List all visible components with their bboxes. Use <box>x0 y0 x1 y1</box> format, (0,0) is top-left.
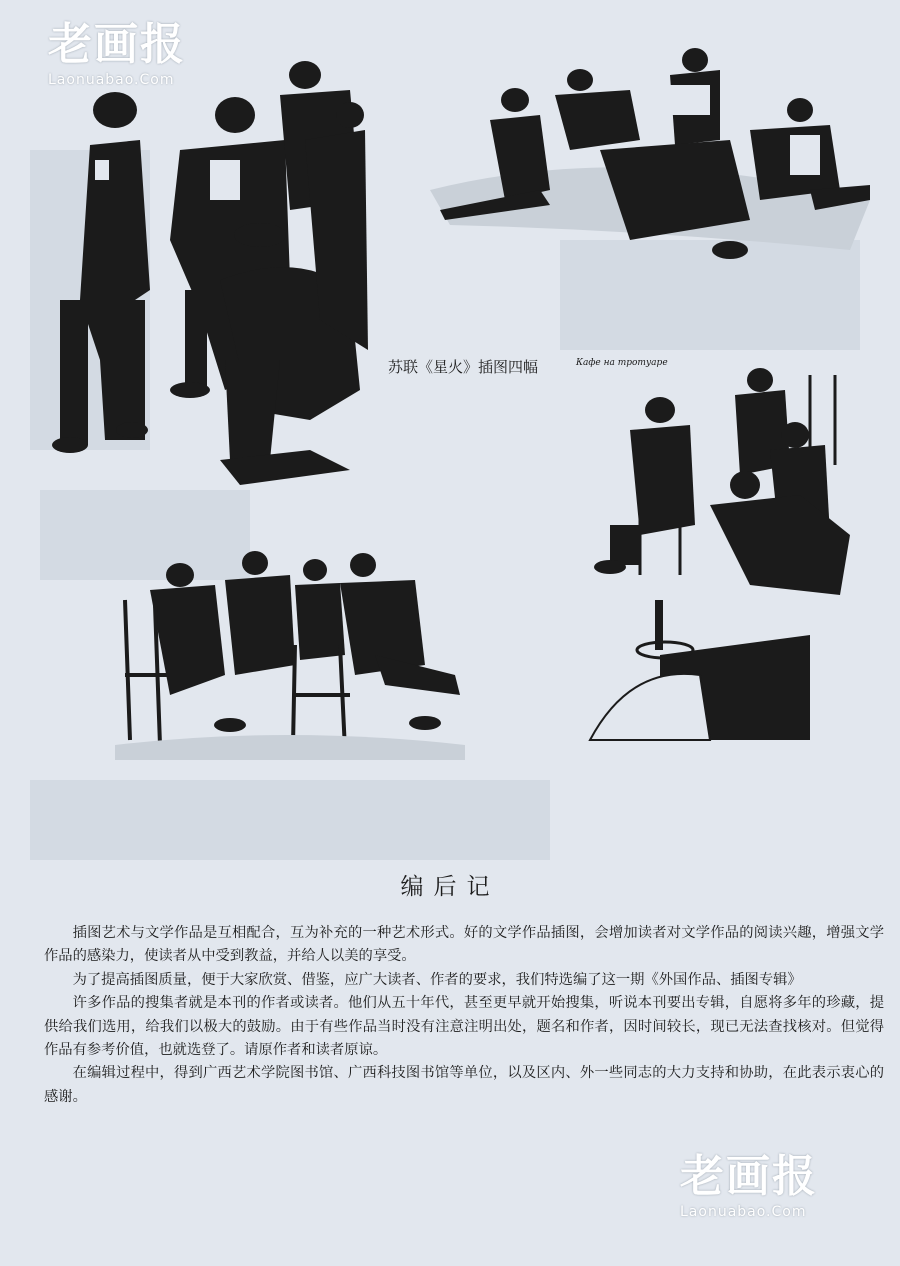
afterword-paragraph: 为了提高插图质量，便于大家欣赏、借鉴，应广大读者、作者的要求，我们特选编了这一期《外国作品、插图专辑》 <box>72 971 802 988</box>
illustrations-caption: 苏联《星火》插图四幅 <box>388 358 539 376</box>
illustration-sidewalk-cafe <box>570 335 860 745</box>
watermark-url: Laonuabao.Com <box>48 72 175 88</box>
afterword-paragraph: 插图艺术与文学作品是互相配合，互为补充的一种艺术形式。好的文学作品插图，会增加读者对文学作品的阅读兴趣，增强文学作品的感染力，使读者从中受到教益，并给人以美的享受。 <box>44 925 884 965</box>
illustration-picnic <box>430 40 870 270</box>
afterword-paragraph: 许多作品的搜集者就是本刊的作者或读者。他们从五十年代，甚至更早就开始搜集，听说本刊要出专辑，自愿将多年的珍藏，提供给我们选用，给我们以极大的鼓励。由于有些作品当时没有注意注明出处，题名和作者，因时间较长，现已无法查找核对。但觉得作品有参考价值，也就选登了。请原作者和读者原谅。 <box>44 995 884 1059</box>
afterword-paragraph: 在编辑过程中，得到广西艺术学院图书馆、广西科技图书馆等单位，以及区内、外一些同志的大力支持和协助，在此表示衷心的感谢。 <box>44 1065 884 1105</box>
watermark-bottom <box>680 1140 818 1220</box>
russian-title: Кафе на тротуаре <box>576 358 668 368</box>
watermark-logo: 老画报 <box>48 19 186 70</box>
illustration-men-standing <box>50 60 370 500</box>
watermark-logo: 老画报 <box>680 1151 818 1202</box>
background-texture <box>30 780 550 860</box>
illustration-seated-audience <box>115 545 465 760</box>
watermark-url: Laonuabao.Com <box>680 1204 807 1220</box>
afterword-heading: 编后记 <box>400 874 500 900</box>
afterword-body <box>44 922 884 1109</box>
